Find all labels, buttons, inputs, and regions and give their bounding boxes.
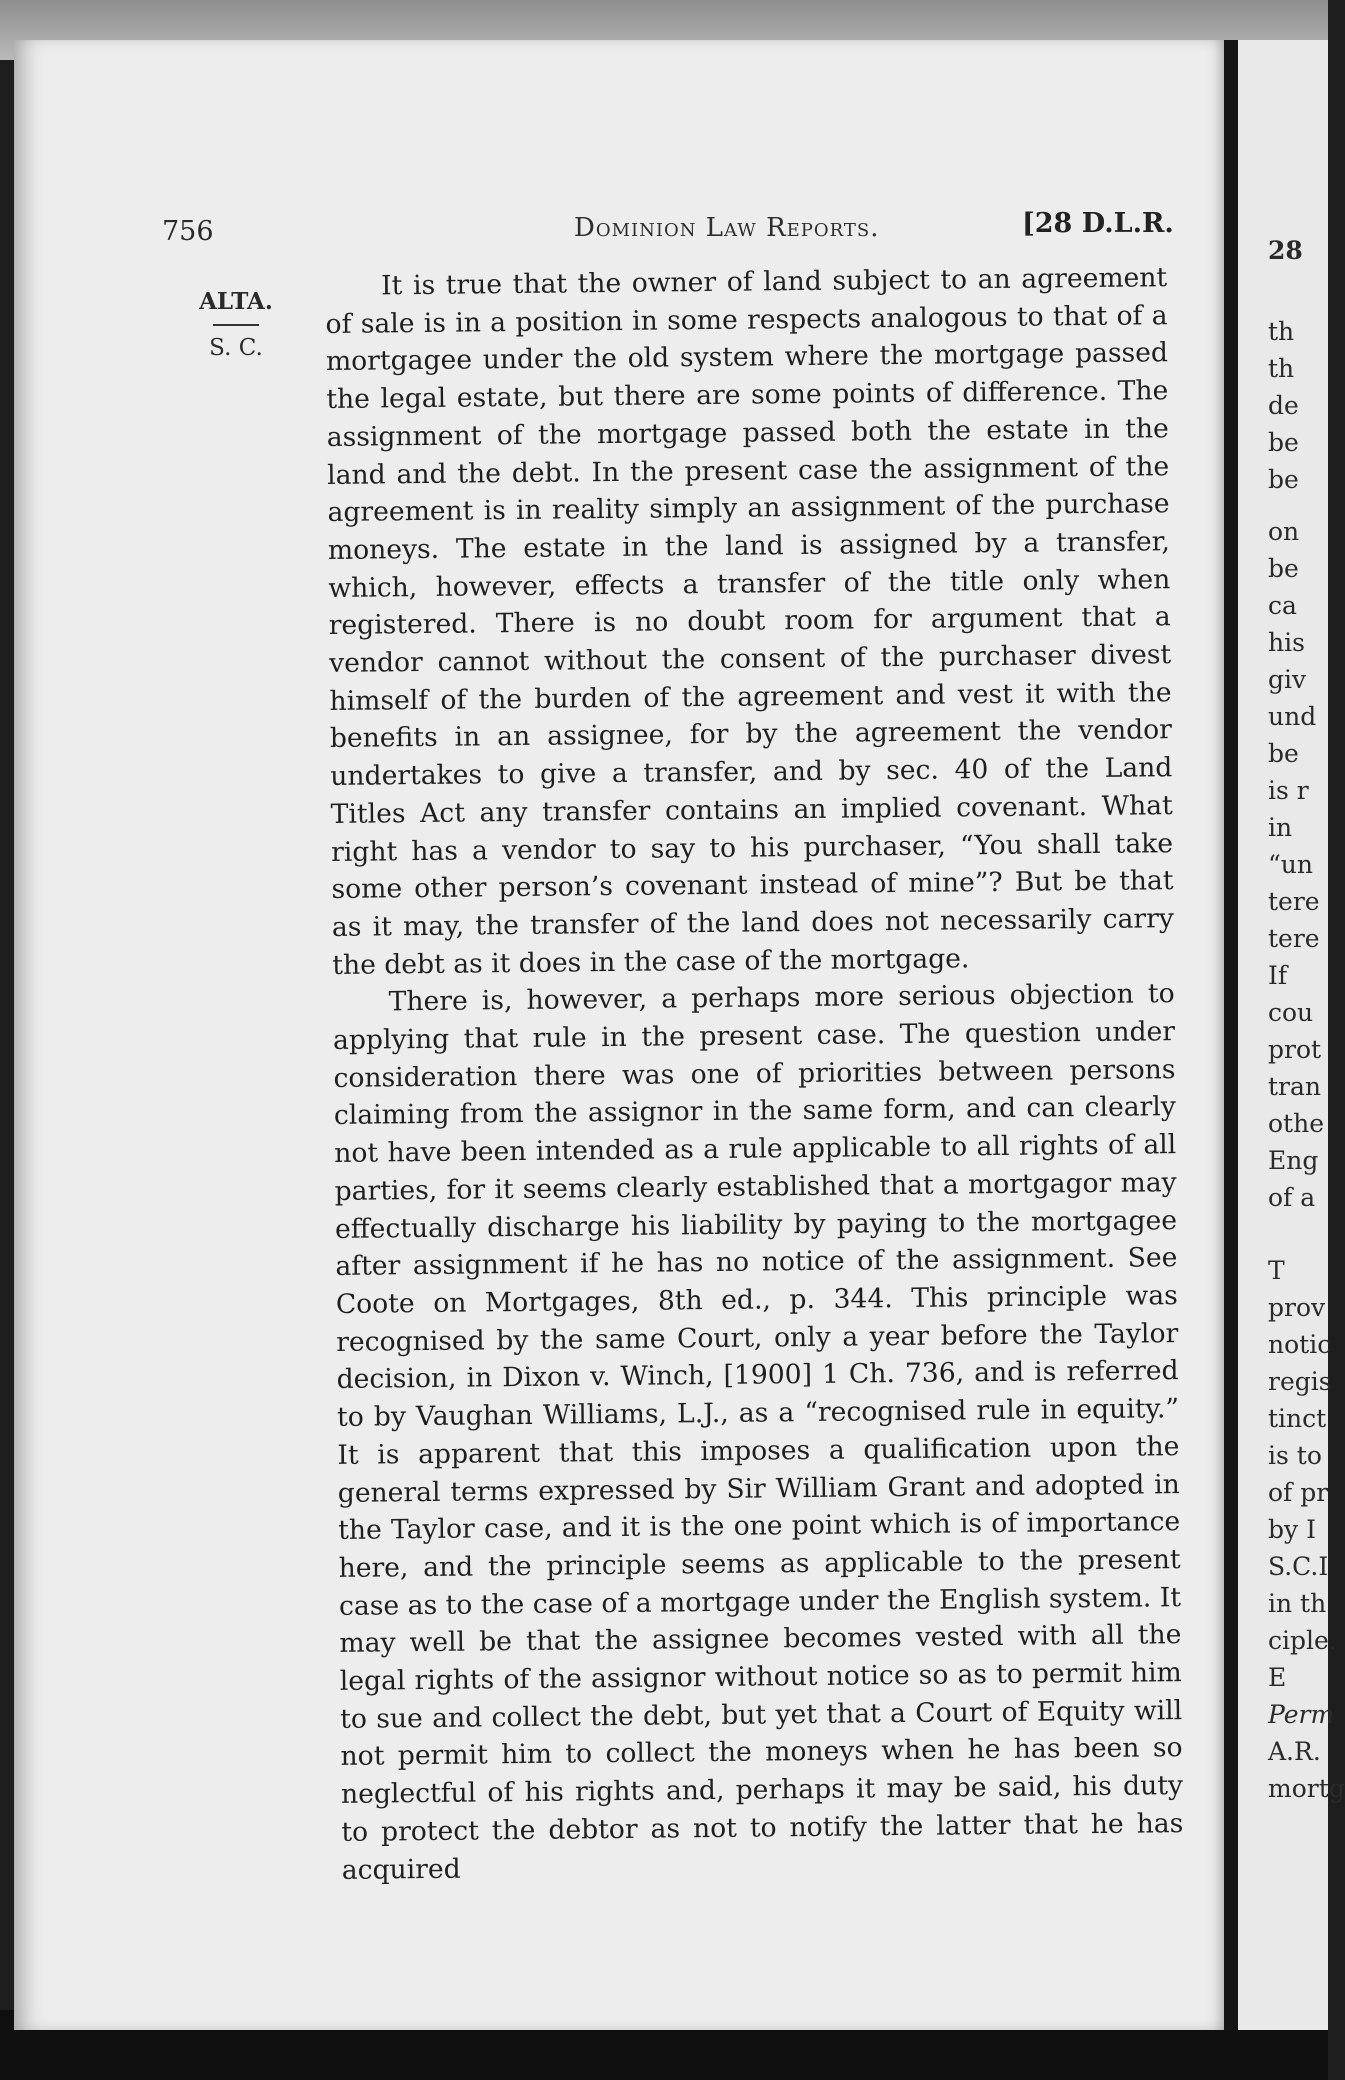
adjacent-line-fragment: tere <box>1268 887 1320 916</box>
adjacent-line-fragment: prot <box>1268 1035 1322 1064</box>
adjacent-line-fragment: on <box>1268 517 1300 546</box>
adjacent-line-fragment: is r <box>1268 776 1309 805</box>
adjacent-line-fragment: S.C.I <box>1268 1552 1329 1581</box>
adjacent-line-fragment: be <box>1268 739 1299 768</box>
adjacent-line-fragment: be <box>1268 554 1299 583</box>
adjacent-line-fragment: A.R. <box>1268 1737 1321 1766</box>
margin-rule <box>213 324 259 326</box>
adjacent-line-fragment: be <box>1268 465 1299 494</box>
paragraph: It is true that the owner of land subject to an agreement of sale is in a position in some respects analogous to that of a mortgagee under the old system where the mortgage passed the legal estate, but there are some points of difference. The assignment of the mortgage passed both the estate in the land and the debt. In the present case the assignment of the agreement is in reality simply an assignment of the purchase moneys. The estate in the land is assigned by a transfer, which, however, effects a transfer of the title only when registered. There is no doubt room for argument that a vendor cannot without the consent of the purchaser divest himself of the burden of the agreement and vest it with the benefits in an assignee, for by the agreement the vendor undertakes to give a transfer, and by sec. 40 of the Land Titles Act any transfer contains an implied covenant. What right has a vendor to say to his purchaser, “You shall take some other person’s covenant instead of mine”? But be that as it may, the transfer of the land does not necessarily carry the debt as it does in the case of the mortgage. <box>325 262 1175 981</box>
adjacent-line-fragment: Perm <box>1268 1700 1335 1729</box>
adjacent-line-fragment: regis <box>1268 1367 1332 1396</box>
paragraph: There is, however, a perhaps more serious objection to applying that rule in the present case. The question under consideration there was one of priorities between persons claiming from the assignor in the same form, and can clearly not have been intended as a rule applicable to all rights of all parties, for it seems clearly established that a mortgagor may effectually discharge his liability by paying to the mortgagee after assignment if he has no notice of the assignment. See Coote on Mortgages, 8th ed., p. 344. This principle was recognised by the same Court, only a year before the Taylor decision, in Dixon v. Winch, [1900] 1 Ch. 736, and is referred to by Vaughan Williams, L.J., as a “recognised rule in equity.” It is apparent that this imposes a qualification upon the general terms expressed by Sir William Grant and adopted in the Taylor case, and it is the one point which is of importance here, and the principle seems as applicable to the present case as to the case of a mortgage under the English system. It may well be that the assignee becomes vested with all the legal rights of the assignor without notice so as to permit him to sue and collect the debt, but yet that a Court of Equity will not permit him to collect the moneys when he has been so neglectful of his rights and, perhaps it may be said, his duty to protect the debtor as not to notify the latter that he has acquired <box>332 978 1184 1886</box>
adjacent-line-fragment: by I <box>1268 1515 1316 1544</box>
adjacent-line-fragment: othe <box>1268 1109 1324 1138</box>
adjacent-line-fragment: und <box>1268 702 1317 731</box>
adjacent-line-fragment: giv <box>1268 665 1307 694</box>
book-gutter <box>1224 40 1238 2030</box>
adjacent-line-fragment: tinct <box>1268 1404 1327 1433</box>
adjacent-line-fragment: mortg <box>1268 1774 1345 1803</box>
adjacent-line-fragment: in th <box>1268 1589 1327 1618</box>
margin-note <box>196 284 276 366</box>
adjacent-line-fragment: notic <box>1268 1330 1332 1359</box>
adjacent-line-fragment: of a <box>1268 1183 1316 1212</box>
adjacent-line-fragment: cou <box>1268 998 1314 1027</box>
adjacent-page-edge <box>1238 40 1345 2030</box>
adjacent-line-fragment: be <box>1268 428 1299 457</box>
adjacent-line-fragment: tran <box>1268 1072 1322 1101</box>
adjacent-line-fragment: de <box>1268 391 1299 420</box>
jurisdiction-label: ALTA. <box>199 288 273 315</box>
adjacent-line-fragment: “un <box>1268 850 1313 879</box>
court-label: S. C. <box>209 335 263 361</box>
running-title: Dominion Law Reports. <box>574 213 880 243</box>
adjacent-line-fragment: is to <box>1268 1441 1322 1470</box>
adjacent-line-fragment: in <box>1268 813 1293 842</box>
adjacent-line-fragment: th <box>1268 317 1295 346</box>
adjacent-line-fragment: T <box>1268 1256 1285 1285</box>
adjacent-line-fragment: ca <box>1268 591 1297 620</box>
adjacent-line-fragment: Eng <box>1268 1146 1319 1175</box>
adjacent-line-fragment: th <box>1268 354 1295 383</box>
adjacent-line-fragment: of pr <box>1268 1478 1329 1507</box>
adjacent-page-header-fragment: 28 <box>1268 236 1303 265</box>
volume-reference: [28 D.L.R. <box>1022 208 1174 239</box>
adjacent-line-fragment: If <box>1268 961 1288 990</box>
adjacent-line-fragment: tere <box>1268 924 1320 953</box>
adjacent-line-fragment: ciple. <box>1268 1626 1337 1655</box>
page-number: 756 <box>162 216 214 247</box>
body-text <box>325 259 1184 1886</box>
adjacent-line-fragment: his <box>1268 628 1305 657</box>
adjacent-line-fragment: E <box>1268 1663 1287 1692</box>
adjacent-line-fragment: prov <box>1268 1293 1326 1322</box>
